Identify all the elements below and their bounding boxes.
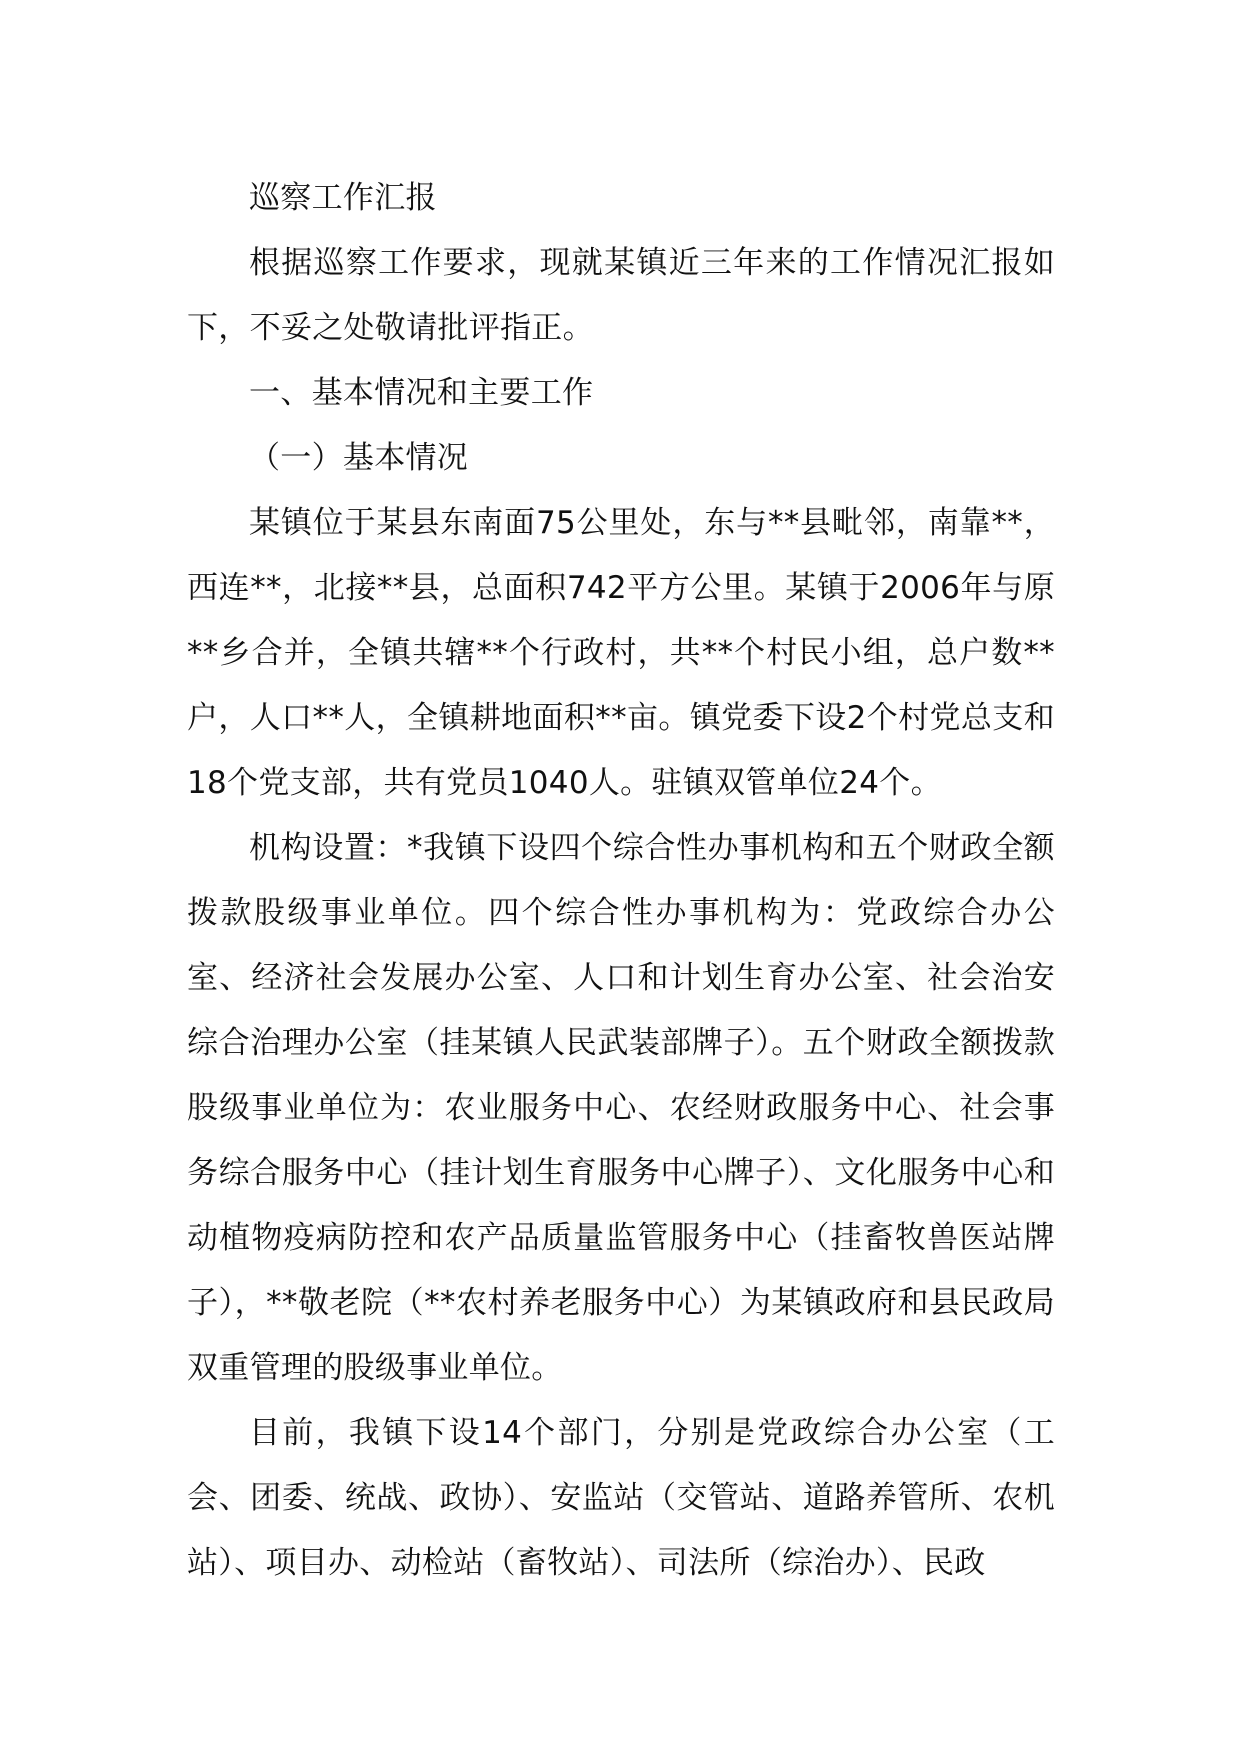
section-heading: 一、基本情况和主要工作 [249,375,594,411]
basic-info-paragraph: 某镇位于某县东南面75公里处，东与**县毗邻，南靠**，西连**，北接**县，总面积742平方公里。某镇于2006年与原**乡合并，全镇共辖**个行政村，共**个村民小组，总户数**户，人口**人，全镇耕地面积**亩。镇党委下设2个村党总支和18个党支部，共有党员1040人。驻镇双管单位24个。 [187,505,1055,801]
organization-paragraph: 机构设置：*我镇下设四个综合性办事机构和五个财政全额拨款股级事业单位。四个综合性办事机构为：党政综合办公室、经济社会发展办公室、人口和计划生育办公室、社会治安综合治理办公室（挂某镇人民武装部牌子）。五个财政全额拨款股级事业单位为：农业服务中心、农经财政服务中心、社会事务综合服务中心（挂计划生育服务中心牌子）、文化服务中心和动植物疫病防控和农产品质量监管服务中心（挂畜牧兽医站牌子），**敬老院（**农村养老服务中心）为某镇政府和县民政局双重管理的股级事业单位。 [187,830,1055,1386]
intro-paragraph: 根据巡察工作要求，现就某镇近三年来的工作情况汇报如下，不妥之处敬请批评指正。 [187,245,1055,346]
departments-paragraph: 目前，我镇下设14个部门，分别是党政综合办公室（工会、团委、统战、政协）、安监站（交管站、道路养管所、农机站）、项目办、动检站（畜牧站）、司法所（综治办）、民政 [187,1415,1055,1581]
subsection-heading: （一）基本情况 [249,440,469,476]
document-body [187,166,1055,1596]
document-title: 巡察工作汇报 [249,180,437,216]
